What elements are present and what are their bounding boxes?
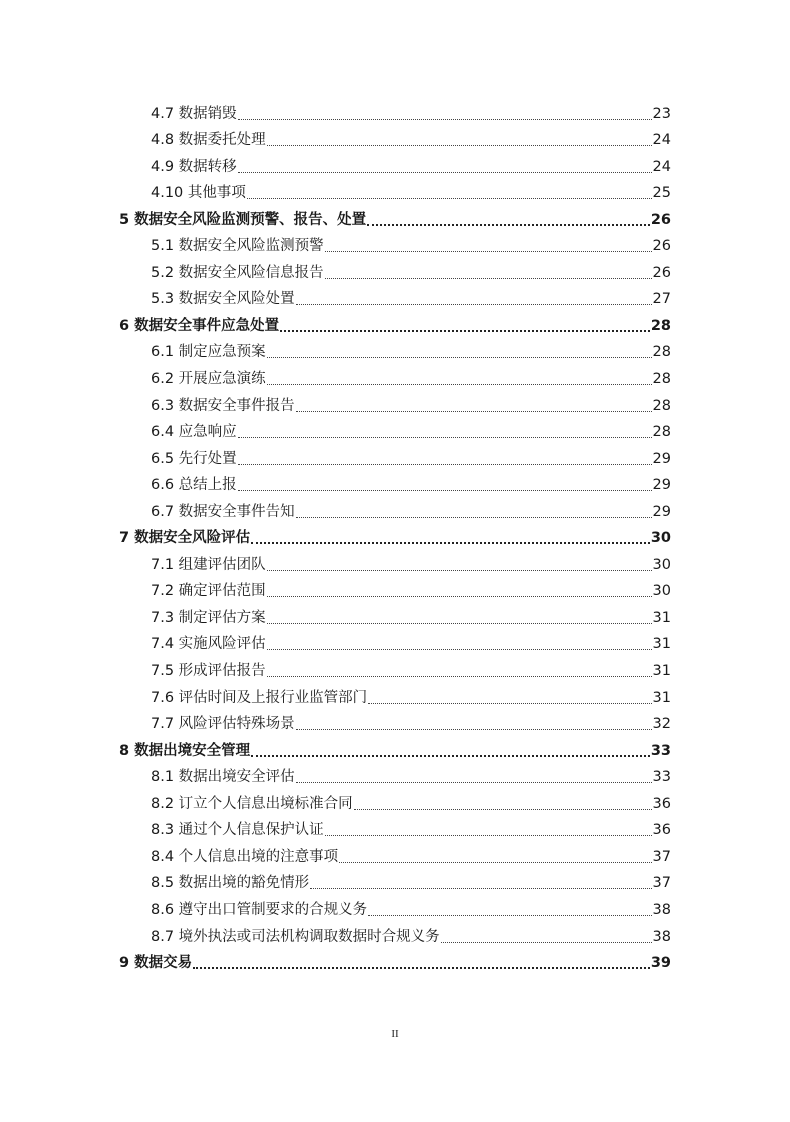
toc-leader-dots (238, 172, 652, 173)
toc-leader-dots (267, 384, 652, 385)
toc-entry[interactable] (119, 340, 671, 367)
toc-entry-title: 6.4 应急响应 (151, 424, 237, 441)
toc-leader-dots (238, 464, 652, 465)
toc-leader-dots (296, 729, 652, 730)
toc-entry-title: 7.3 制定评估方案 (151, 609, 266, 626)
toc-chapter-entry[interactable] (119, 313, 671, 340)
toc-entry-title: 4.8 数据委托处理 (151, 132, 266, 149)
toc-entry-title: 8.4 个人信息出境的注意事项 (151, 848, 339, 865)
toc-entry-title: 7.6 评估时间及上报行业监管部门 (151, 689, 368, 706)
toc-leader-dots (247, 198, 652, 199)
toc-entry[interactable] (119, 101, 671, 128)
toc-entry-page: 38 (652, 901, 671, 918)
toc-entry-title: 5 数据安全风险监测预警、报告、处置 (119, 211, 367, 228)
toc-entry[interactable] (119, 658, 671, 685)
toc-entry-title: 8.2 订立个人信息出境标准合同 (151, 795, 353, 812)
toc-entry-title: 8.5 数据出境的豁免情形 (151, 875, 310, 892)
toc-entry[interactable] (119, 791, 671, 818)
toc-leader-dots (325, 278, 652, 279)
toc-leader-dots (238, 490, 652, 491)
page-number: II (391, 1028, 399, 1040)
toc-entry[interactable] (119, 632, 671, 659)
toc-leader-dots (267, 145, 652, 146)
toc-entry-page: 24 (652, 158, 671, 175)
toc-entry[interactable] (119, 765, 671, 792)
toc-entry[interactable] (119, 446, 671, 473)
toc-entry-title: 8 数据出境安全管理 (119, 742, 251, 759)
toc-leader-dots (339, 862, 651, 863)
toc-chapter-entry[interactable] (119, 738, 671, 765)
toc-entry[interactable] (119, 287, 671, 314)
toc-entry[interactable] (119, 579, 671, 606)
toc-entry[interactable] (119, 844, 671, 871)
toc-entry-page: 29 (652, 450, 671, 467)
toc-entry-page: 25 (652, 185, 671, 202)
toc-entry-page: 31 (652, 609, 671, 626)
toc-leader-dots (267, 649, 652, 650)
toc-entry-page: 33 (652, 769, 671, 786)
toc-entry-page: 30 (652, 583, 671, 600)
toc-entry[interactable] (119, 605, 671, 632)
toc-entry[interactable] (119, 181, 671, 208)
toc-entry[interactable] (119, 871, 671, 898)
toc-entry[interactable] (119, 499, 671, 526)
toc-entry-title: 4.10 其他事项 (151, 185, 246, 202)
toc-entry[interactable] (119, 924, 671, 951)
toc-entry-title: 7.1 组建评估团队 (151, 556, 266, 573)
toc-entry-page: 39 (650, 955, 671, 972)
toc-leader-dots (296, 517, 652, 518)
toc-entry[interactable] (119, 260, 671, 287)
toc-entry[interactable] (119, 897, 671, 924)
toc-entry-page: 28 (650, 317, 671, 334)
toc-entry-page: 30 (652, 556, 671, 573)
toc-entry-title: 7.5 形成评估报告 (151, 663, 266, 680)
toc-entry[interactable] (119, 552, 671, 579)
toc-entry[interactable] (119, 154, 671, 181)
toc-entry-page: 32 (652, 716, 671, 733)
toc-leader-dots (267, 596, 652, 597)
toc-entry-title: 5.2 数据安全风险信息报告 (151, 264, 324, 281)
toc-chapter-entry[interactable] (119, 951, 671, 978)
toc-entry-page: 26 (650, 211, 671, 228)
toc-leader-dots (368, 915, 651, 916)
toc-entry-title: 6 数据安全事件应急处置 (119, 317, 280, 334)
toc-entry-page: 37 (652, 848, 671, 865)
toc-leader-dots (251, 755, 650, 757)
toc-entry-title: 7.7 风险评估特殊场景 (151, 716, 295, 733)
toc-entry-page: 31 (652, 636, 671, 653)
toc-leader-dots (251, 542, 650, 544)
toc-entry-page: 26 (652, 264, 671, 281)
toc-leader-dots (296, 411, 652, 412)
toc-leader-dots (310, 888, 651, 889)
toc-chapter-entry[interactable] (119, 207, 671, 234)
toc-entry-title: 5.1 数据安全风险监测预警 (151, 238, 324, 255)
toc-entry-page: 30 (650, 530, 671, 547)
toc-entry[interactable] (119, 234, 671, 261)
toc-entry-title: 6.2 开展应急演练 (151, 371, 266, 388)
toc-entry-page: 28 (652, 397, 671, 414)
toc-entry-page: 24 (652, 132, 671, 149)
toc-entry-page: 31 (652, 663, 671, 680)
toc-entry-title: 6.5 先行处置 (151, 450, 237, 467)
toc-entry-page: 38 (652, 928, 671, 945)
toc-entry-page: 36 (652, 795, 671, 812)
toc-entry-title: 8.1 数据出境安全评估 (151, 769, 295, 786)
toc-entry[interactable] (119, 128, 671, 155)
toc-entry-title: 6.6 总结上报 (151, 477, 237, 494)
toc-leader-dots (296, 304, 652, 305)
toc-chapter-entry[interactable] (119, 526, 671, 553)
toc-entry-page: 33 (650, 742, 671, 759)
toc-leader-dots (296, 782, 652, 783)
toc-leader-dots (267, 570, 652, 571)
toc-entry-page: 31 (652, 689, 671, 706)
toc-entry[interactable] (119, 818, 671, 845)
toc-entry-title: 6.1 制定应急预案 (151, 344, 266, 361)
toc-leader-dots (368, 703, 651, 704)
toc-leader-dots (267, 357, 652, 358)
toc-entry-title: 5.3 数据安全风险处置 (151, 291, 295, 308)
toc-leader-dots (441, 942, 652, 943)
toc-leader-dots (238, 119, 652, 120)
toc-entry-title: 6.3 数据安全事件报告 (151, 397, 295, 414)
table-of-contents (119, 101, 671, 977)
toc-leader-dots (325, 251, 652, 252)
toc-entry[interactable] (119, 473, 671, 500)
toc-leader-dots (267, 676, 652, 677)
toc-entry-page: 29 (652, 477, 671, 494)
toc-leader-dots (238, 437, 652, 438)
toc-entry[interactable] (119, 685, 671, 712)
toc-leader-dots (193, 967, 650, 969)
toc-entry[interactable] (119, 366, 671, 393)
toc-entry-title: 4.7 数据销毁 (151, 105, 237, 122)
toc-entry[interactable] (119, 420, 671, 447)
toc-entry-page: 23 (652, 105, 671, 122)
toc-entry-title: 7.2 确定评估范围 (151, 583, 266, 600)
toc-entry-page: 28 (652, 424, 671, 441)
toc-entry-title: 4.9 数据转移 (151, 158, 237, 175)
toc-entry-page: 28 (652, 344, 671, 361)
toc-leader-dots (325, 835, 652, 836)
toc-entry-page: 36 (652, 822, 671, 839)
toc-entry-page: 37 (652, 875, 671, 892)
toc-entry-page: 29 (652, 503, 671, 520)
toc-entry-title: 9 数据交易 (119, 955, 193, 972)
toc-entry-title: 8.7 境外执法或司法机构调取数据时合规义务 (151, 928, 440, 945)
toc-entry-title: 8.3 通过个人信息保护认证 (151, 822, 324, 839)
toc-entry-title: 6.7 数据安全事件告知 (151, 503, 295, 520)
toc-entry[interactable] (119, 393, 671, 420)
toc-entry-title: 8.6 遵守出口管制要求的合规义务 (151, 901, 368, 918)
toc-entry-page: 28 (652, 371, 671, 388)
toc-entry-title: 7.4 实施风险评估 (151, 636, 266, 653)
toc-leader-dots (367, 224, 650, 226)
toc-entry[interactable] (119, 712, 671, 739)
toc-leader-dots (354, 809, 652, 810)
toc-entry-title: 7 数据安全风险评估 (119, 530, 251, 547)
toc-entry-page: 26 (652, 238, 671, 255)
toc-leader-dots (267, 623, 652, 624)
toc-leader-dots (280, 330, 650, 332)
toc-entry-page: 27 (652, 291, 671, 308)
